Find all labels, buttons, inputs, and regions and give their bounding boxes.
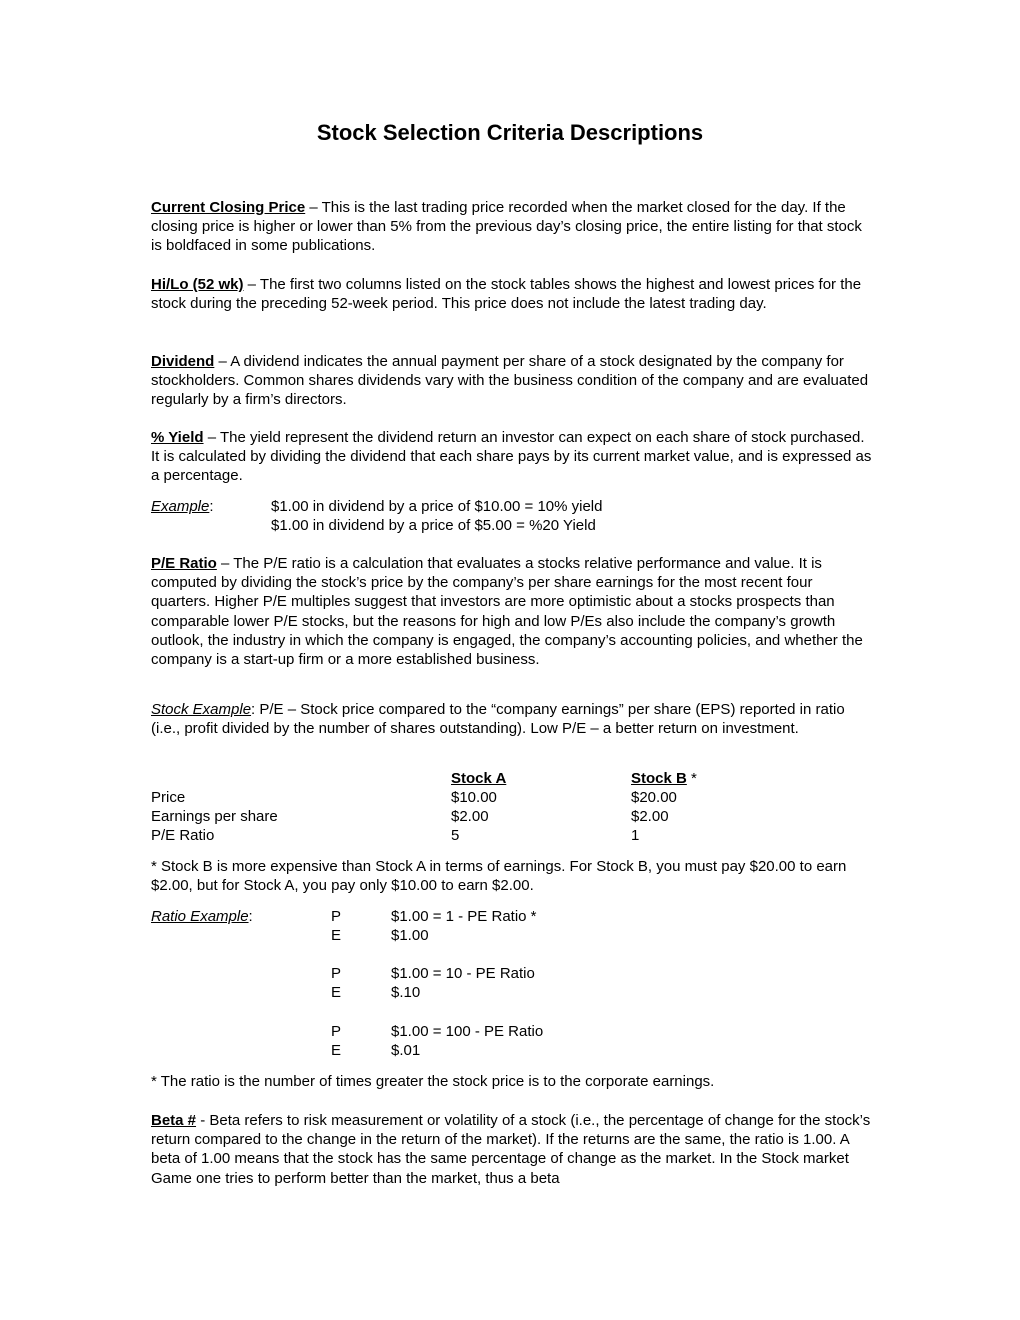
ratio-bottom: $.01 (391, 1042, 421, 1059)
stock-example-text: : P/E – Stock price compared to the “company earnings” per share (EPS) reported in ratio (i.e., profit divided by the number of shares outstanding). Low P/E – a better return on investment. (151, 701, 845, 738)
ratio-p: P (331, 1023, 342, 1040)
dividend-text: – A dividend indicates the annual payment per share of a stock designated by the company for stockholders. Common shares dividends vary with the business condition of the company and are evaluated regularly by a firm’s directors. (151, 353, 869, 409)
ratio-bottom: $1.00 (391, 927, 429, 944)
table-cell-a: $10.00 (451, 789, 497, 806)
hilo-paragraph (151, 275, 873, 313)
table-row-label: P/E Ratio (151, 827, 215, 844)
yield-text: – The yield represent the dividend return an investor can expect on each share of stock purchased. It is calculated by dividing the dividend that each share pays by its current market value, and is expressed as a percentage. (151, 429, 872, 485)
table-header-stock-a: Stock A (451, 770, 507, 787)
stock-example-paragraph (151, 700, 873, 738)
ratio-p: P (331, 908, 342, 925)
table-note: * Stock B is more expensive than Stock A in terms of earnings. For Stock B, you must pay $20.00 to earn $2.00, but for Stock A, you pay only $10.00 to earn $2.00. (151, 858, 847, 895)
closing-price-term: Current Closing Price (151, 199, 306, 216)
page-title: Stock Selection Criteria Descriptions (316, 120, 704, 145)
hilo-term: Hi/Lo (52 wk) (151, 276, 244, 293)
table-cell-b: 1 (631, 827, 640, 844)
yield-paragraph (151, 428, 873, 486)
yield-example-label: Example: (151, 498, 214, 515)
ratio-e: E (331, 1042, 342, 1059)
ratio-top: $1.00 = 10 - PE Ratio (391, 965, 535, 982)
ratio-e: E (331, 927, 342, 944)
dividend-term: Dividend (151, 353, 215, 370)
table-cell-b: $20.00 (631, 789, 677, 806)
hilo-text: – The first two columns listed on the stock tables shows the highest and lowest prices for the stock during the preceding 52-week period. This price does not include the latest trading day. (151, 276, 862, 313)
beta-term: Beta # (151, 1112, 197, 1129)
beta-paragraph (151, 1111, 873, 1188)
table-cell-a: 5 (451, 827, 460, 844)
ratio-e: E (331, 984, 342, 1001)
yield-example-line-1: $1.00 in dividend by a price of $10.00 = 10% yield (271, 498, 603, 515)
table-row-label: Price (151, 789, 186, 806)
yield-example-line-2: $1.00 in dividend by a price of $5.00 = %20 Yield (271, 517, 596, 534)
stock-example-label: Stock Example (151, 701, 252, 718)
table-cell-b: $2.00 (631, 808, 669, 825)
table-row-label: Earnings per share (151, 808, 278, 825)
closing-price-text: – This is the last trading price recorded when the market closed for the day. If the closing price is higher or lower than 5% from the previous day’s closing price, the entire listing for that stock is boldfaced in some publications. (151, 199, 862, 255)
ratio-top: $1.00 = 1 - PE Ratio * (391, 908, 537, 925)
ratio-top: $1.00 = 100 - PE Ratio (391, 1023, 544, 1040)
pe-term: P/E Ratio (151, 555, 217, 572)
ratio-note: * The ratio is the number of times greater the stock price is to the corporate earnings. (151, 1073, 715, 1090)
table-cell-a: $2.00 (451, 808, 489, 825)
dividend-paragraph (151, 352, 873, 410)
ratio-example-label: Ratio Example: (151, 908, 253, 925)
closing-price-paragraph (151, 198, 873, 256)
beta-text: - Beta refers to risk measurement or volatility of a stock (i.e., the percentage of change for the stock’s return compared to the change in the return of the market). If the returns are the same, the ratio is 1.00. A beta of 1.00 means that the stock has the same percentage of change as the market. In the Stock market Game one tries to perform better than the market, thus a beta (151, 1112, 871, 1187)
ratio-bottom: $.10 (391, 984, 421, 1001)
yield-term: % Yield (151, 429, 204, 446)
table-header-stock-b: Stock B * (631, 770, 697, 787)
pe-text: – The P/E ratio is a calculation that evaluates a stocks relative performance and value. It is computed by dividing the stock’s price by the company’s per share earnings for the most recent four quarters. Higher P/E multiples suggest that investors are more optimistic about a stocks prospects than comparable lower P/E stocks, but the reasons for high and low P/Es also include the company’s growth outlook, the industry in which the company is engaged, the company’s accounting policies, and whether the company is a start-up firm or a more established business. (151, 555, 863, 669)
ratio-p: P (331, 965, 342, 982)
pe-paragraph (151, 554, 873, 669)
